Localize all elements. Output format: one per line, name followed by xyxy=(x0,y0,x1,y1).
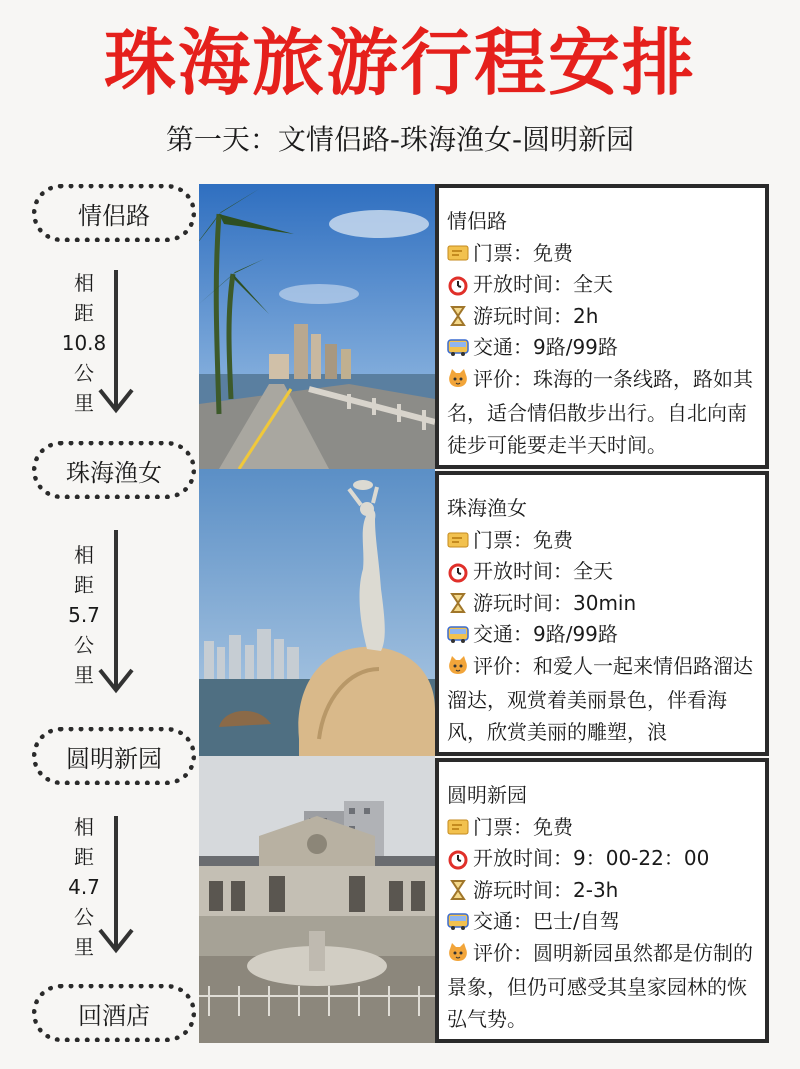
ticket-icon xyxy=(447,812,473,844)
duration-row xyxy=(447,875,759,907)
distance-char: 相 xyxy=(74,815,94,839)
hours-text: 开放时间：9：00-22：00 xyxy=(473,846,710,870)
review-text: 评价：圆明新园虽然都是仿制的景象，但仍可感受其皇家园林的恢弘气势。 xyxy=(447,940,753,1031)
cat-face-icon xyxy=(447,367,473,399)
info-card-yuanming-xinyuan xyxy=(435,758,769,1043)
info-card-qinglvlu xyxy=(435,184,769,469)
page-subtitle: 第一天：文情侣路-珠海渔女-圆明新园 xyxy=(165,123,635,156)
ticket-icon xyxy=(447,525,473,557)
distance-char: 公 xyxy=(74,633,94,657)
hourglass-icon xyxy=(447,301,473,333)
photo-yuanming-xinyuan xyxy=(199,756,435,1043)
distance-char: 距 xyxy=(74,845,94,869)
spot-name: 圆明新园 xyxy=(447,783,527,807)
ticket-row xyxy=(447,812,759,844)
distance-char: 公 xyxy=(74,905,94,929)
photo-qinglvlu xyxy=(199,184,435,469)
alarm-clock-icon xyxy=(447,556,473,588)
duration-row xyxy=(447,301,759,333)
stop-label: 珠海渔女 xyxy=(66,458,162,487)
distance-char: 公 xyxy=(74,361,94,385)
hours-row xyxy=(447,269,759,301)
stop-label: 圆明新园 xyxy=(66,744,162,773)
ticket-row xyxy=(447,525,759,557)
spot-name: 珠海渔女 xyxy=(447,496,527,520)
alarm-clock-icon xyxy=(447,843,473,875)
duration-text: 游玩时间：30min xyxy=(473,590,637,615)
cat-face-icon xyxy=(447,941,473,973)
cat-face-icon xyxy=(447,654,473,686)
transport-row xyxy=(447,906,759,938)
ticket-row xyxy=(447,238,759,270)
distance-char: 距 xyxy=(74,301,94,325)
review-text: 评价：珠海的一条线路，路如其名，适合情侣散步出行。自北向南徒步可能要走半天时间。 xyxy=(447,366,753,457)
distance-char: 距 xyxy=(74,573,94,597)
stop-label: 情侣路 xyxy=(78,201,150,230)
hourglass-icon xyxy=(447,588,473,620)
transport-row xyxy=(447,619,759,651)
arrow-down-icon xyxy=(96,530,136,696)
hours-text: 开放时间：全天 xyxy=(473,272,613,296)
distance-char: 里 xyxy=(74,663,94,687)
stop-yuanming-xinyuan xyxy=(32,727,196,785)
transport-text: 交通：9路/99路 xyxy=(473,335,618,359)
ticket-icon xyxy=(447,238,473,270)
ticket-text: 门票：免费 xyxy=(473,240,573,265)
hourglass-icon xyxy=(447,875,473,907)
duration-text: 游玩时间：2-3h xyxy=(473,877,619,902)
distance-char: 相 xyxy=(74,543,94,567)
distance-value: 4.7 xyxy=(68,875,100,899)
distance-value: 5.7 xyxy=(68,603,100,627)
duration-row xyxy=(447,588,759,620)
hours-row xyxy=(447,843,759,875)
bus-icon xyxy=(447,332,473,364)
distance-char: 相 xyxy=(74,271,94,295)
ticket-text: 门票：免费 xyxy=(473,527,573,552)
review-row xyxy=(447,364,759,462)
transport-row xyxy=(447,332,759,364)
transport-text: 交通：巴士/自驾 xyxy=(473,909,620,933)
hours-row xyxy=(447,556,759,588)
distance-char: 里 xyxy=(74,935,94,959)
spot-name: 情侣路 xyxy=(447,209,507,233)
arrow-down-icon xyxy=(96,816,136,956)
page-title: 珠海旅游行程安排 xyxy=(103,21,696,105)
ticket-text: 门票：免费 xyxy=(473,814,573,839)
review-row xyxy=(447,938,759,1036)
stop-zhuhai-yunv xyxy=(32,441,196,499)
review-row xyxy=(447,651,759,749)
duration-text: 游玩时间：2h xyxy=(473,303,599,328)
transport-text: 交通：9路/99路 xyxy=(473,622,618,646)
bus-icon xyxy=(447,619,473,651)
info-card-zhuhai-yunv xyxy=(435,471,769,756)
distance-char: 里 xyxy=(74,391,94,415)
stop-hotel xyxy=(32,984,196,1042)
arrow-down-icon xyxy=(96,270,136,416)
stop-qinglvlu xyxy=(32,184,196,242)
review-text: 评价：和爱人一起来情侣路溜达溜达，观赏着美丽景色，伴看海风，欣赏美丽的雕塑，浪 xyxy=(447,653,753,744)
stop-label: 回酒店 xyxy=(78,1001,150,1030)
alarm-clock-icon xyxy=(447,269,473,301)
bus-icon xyxy=(447,906,473,938)
photo-zhuhai-yunv xyxy=(199,469,435,756)
distance-value: 10.8 xyxy=(61,331,107,355)
hours-text: 开放时间：全天 xyxy=(473,559,613,583)
